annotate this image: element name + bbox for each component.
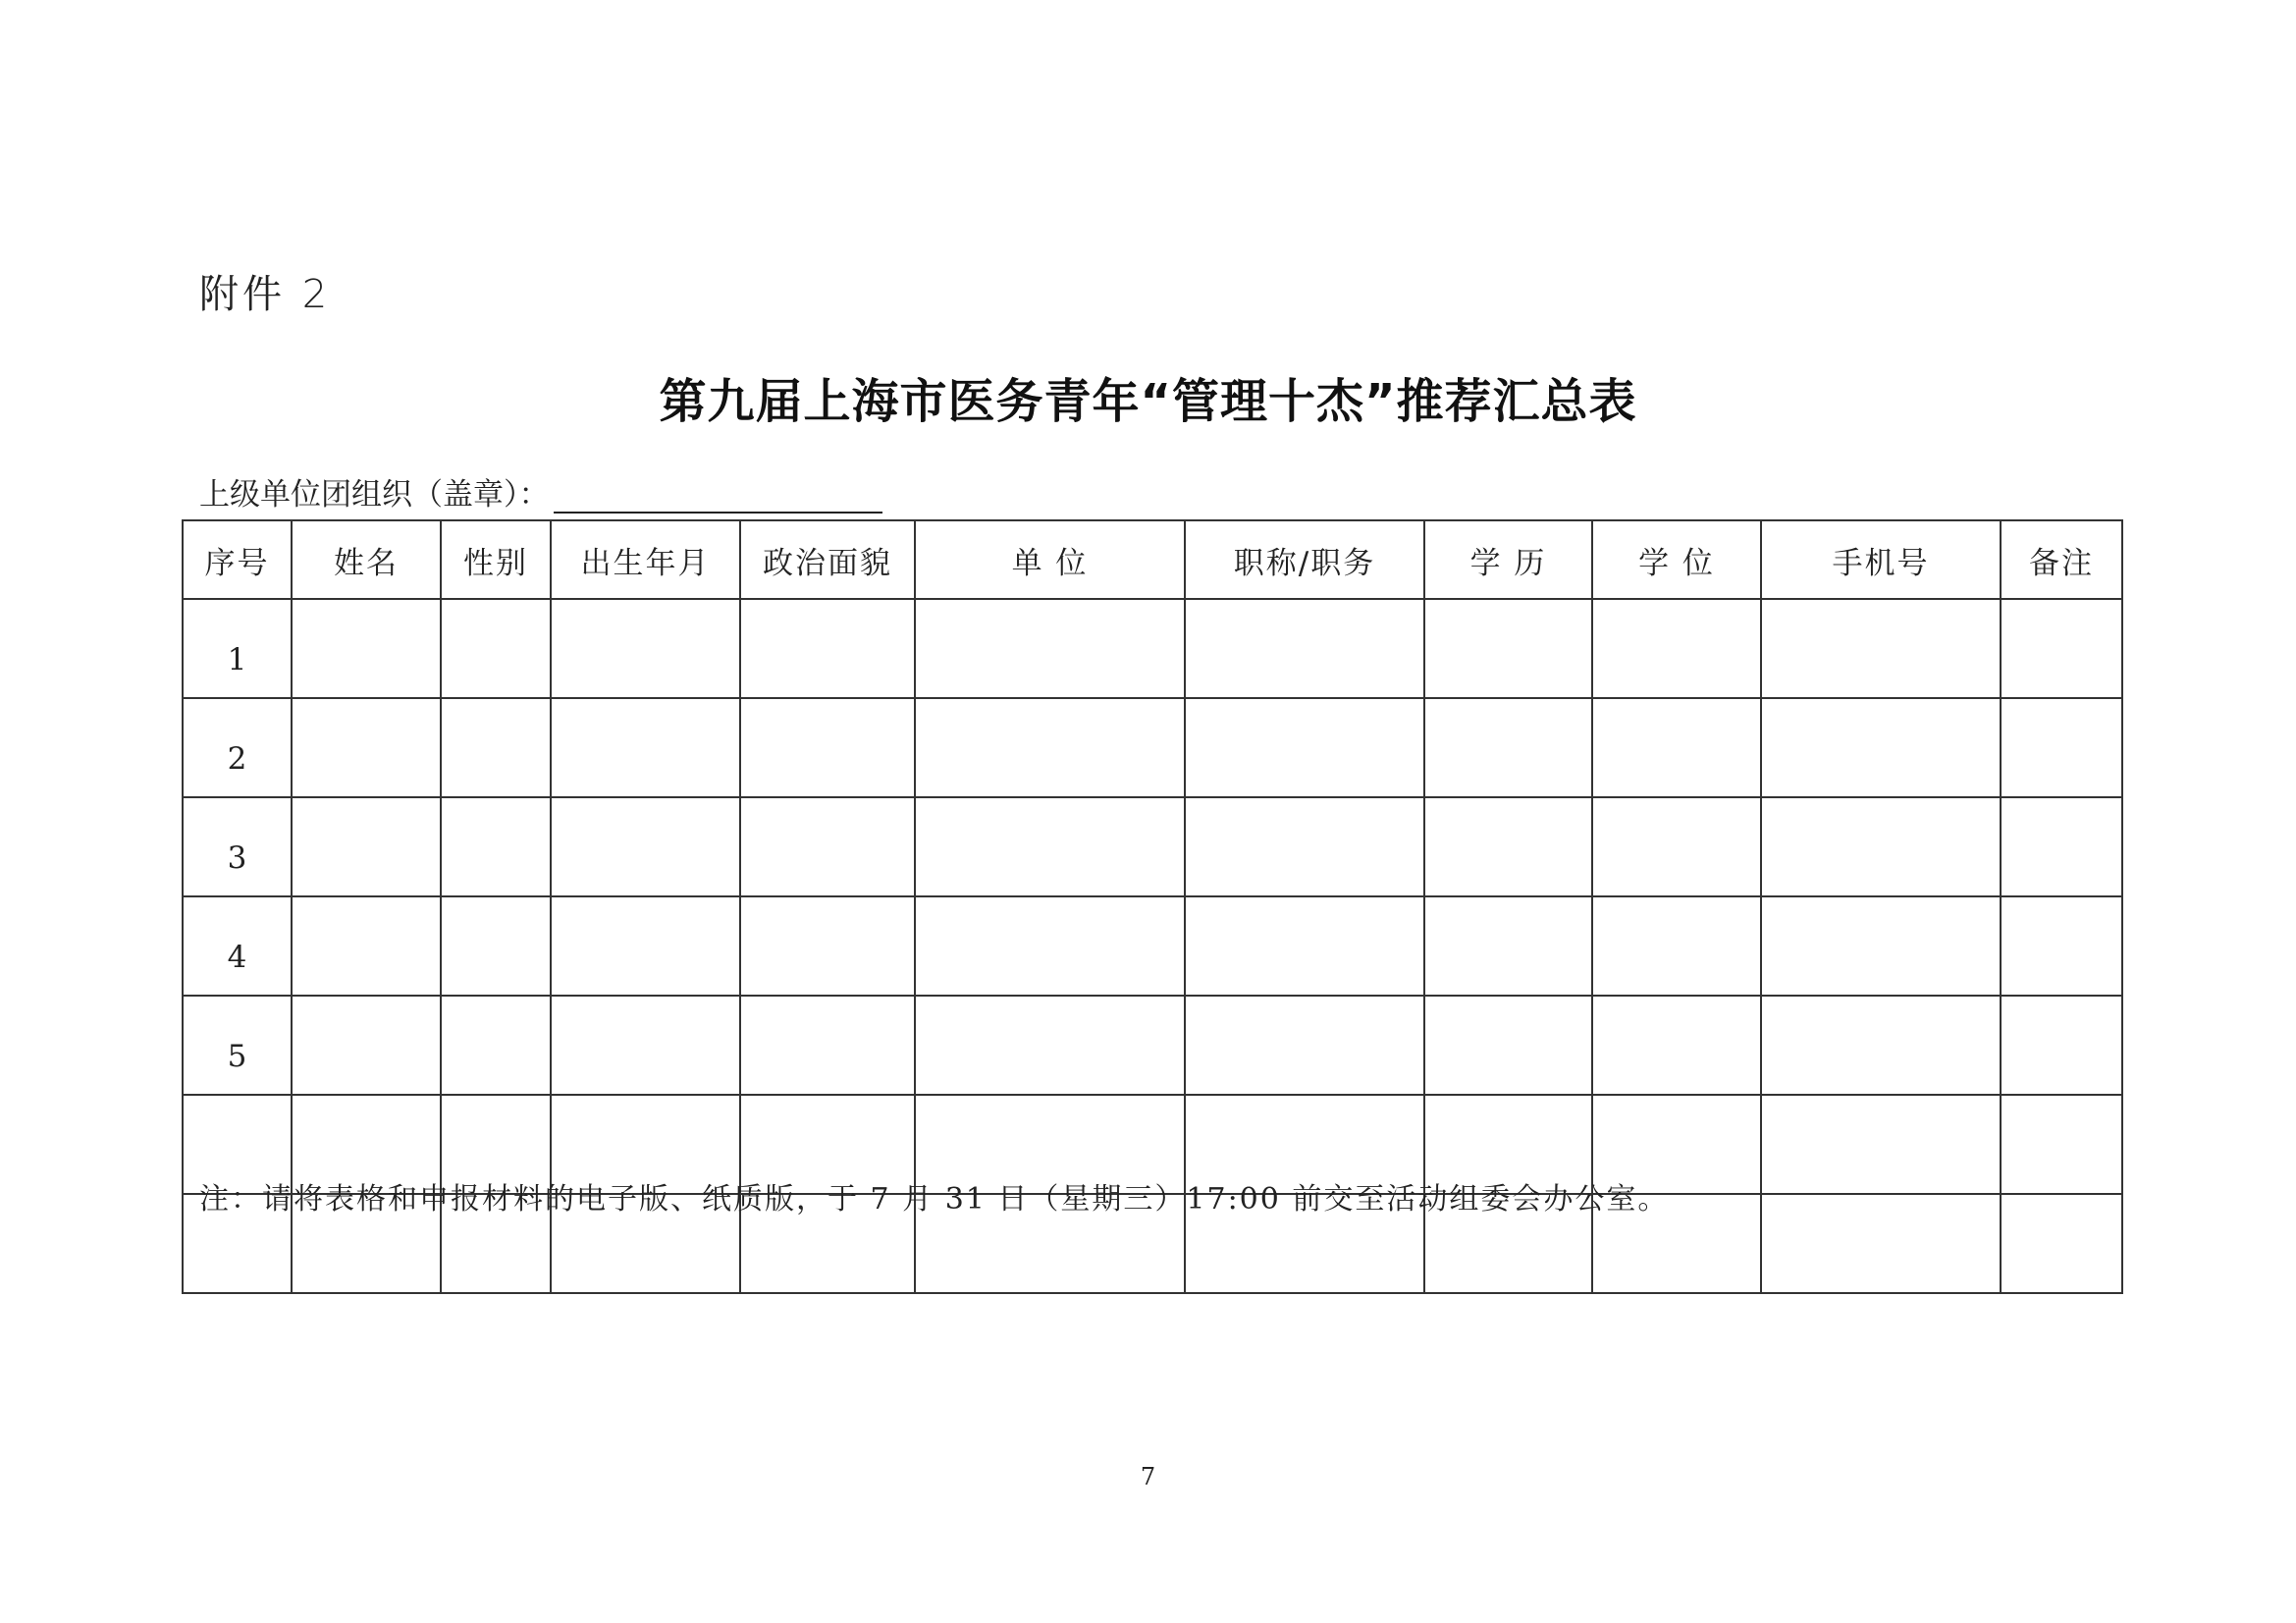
cell-birth-date[interactable]: [551, 896, 740, 996]
cell-education[interactable]: [1424, 996, 1592, 1095]
cell-mobile[interactable]: [1761, 896, 2001, 996]
cell-remarks[interactable]: [2001, 1095, 2122, 1194]
cell-name[interactable]: [292, 599, 441, 698]
table-row: [183, 797, 2122, 896]
cell-mobile[interactable]: [1761, 1095, 2001, 1194]
row-seq: 5: [183, 996, 292, 1095]
cell-unit[interactable]: [915, 698, 1185, 797]
cell-mobile[interactable]: [1761, 996, 2001, 1095]
cell-unit[interactable]: [915, 896, 1185, 996]
cell-remarks[interactable]: [2001, 797, 2122, 896]
header-title-position: 职称/职务: [1185, 520, 1424, 599]
header-unit: 单 位: [915, 520, 1185, 599]
cell-name[interactable]: [292, 698, 441, 797]
cell-remarks[interactable]: [2001, 599, 2122, 698]
cell-unit[interactable]: [915, 996, 1185, 1095]
org-seal-blank[interactable]: [554, 476, 882, 514]
header-name: 姓名: [292, 520, 441, 599]
cell-political-status[interactable]: [740, 896, 915, 996]
cell-mobile[interactable]: [1761, 1194, 2001, 1293]
cell-gender[interactable]: [441, 599, 551, 698]
header-seq: 序号: [183, 520, 292, 599]
cell-education[interactable]: [1424, 797, 1592, 896]
row-seq: 2: [183, 698, 292, 797]
cell-name[interactable]: [292, 996, 441, 1095]
table-row: [183, 896, 2122, 996]
cell-birth-date[interactable]: [551, 797, 740, 896]
cell-degree[interactable]: [1592, 996, 1761, 1095]
header-mobile: 手机号: [1761, 520, 2001, 599]
cell-birth-date[interactable]: [551, 996, 740, 1095]
header-degree: 学 位: [1592, 520, 1761, 599]
table-row: [183, 698, 2122, 797]
cell-title-position[interactable]: [1185, 996, 1424, 1095]
cell-birth-date[interactable]: [551, 599, 740, 698]
row-seq: 3: [183, 797, 292, 896]
cell-gender[interactable]: [441, 896, 551, 996]
row-seq: 1: [183, 599, 292, 698]
header-remarks: 备注: [2001, 520, 2122, 599]
cell-remarks[interactable]: [2001, 698, 2122, 797]
cell-remarks[interactable]: [2001, 896, 2122, 996]
header-political-status: 政治面貌: [740, 520, 915, 599]
header-education: 学 历: [1424, 520, 1592, 599]
cell-remarks[interactable]: [2001, 996, 2122, 1095]
cell-degree[interactable]: [1592, 599, 1761, 698]
cell-gender[interactable]: [441, 996, 551, 1095]
header-birth-date: 出生年月: [551, 520, 740, 599]
document-title: 第九届上海市医务青年“管理十杰”推荐汇总表: [659, 374, 1637, 429]
cell-political-status[interactable]: [740, 996, 915, 1095]
cell-birth-date[interactable]: [551, 698, 740, 797]
cell-gender[interactable]: [441, 698, 551, 797]
org-seal-label: 上级单位团组织（盖章）：: [199, 477, 550, 513]
cell-unit[interactable]: [915, 599, 1185, 698]
table-row: [183, 996, 2122, 1095]
cell-remarks[interactable]: [2001, 1194, 2122, 1293]
attachment-label: 附件 2: [199, 272, 332, 317]
cell-unit[interactable]: [915, 797, 1185, 896]
submission-note: 注：请将表格和申报材料的电子版、纸质版，于 7 月 31 日（星期三）17:00 前交至活动组委会办公室。: [199, 1182, 1670, 1217]
table-header-row: [183, 520, 2122, 599]
cell-name[interactable]: [292, 797, 441, 896]
cell-title-position[interactable]: [1185, 797, 1424, 896]
cell-degree[interactable]: [1592, 797, 1761, 896]
header-gender: 性别: [441, 520, 551, 599]
cell-education[interactable]: [1424, 896, 1592, 996]
cell-degree[interactable]: [1592, 896, 1761, 996]
cell-political-status[interactable]: [740, 599, 915, 698]
cell-education[interactable]: [1424, 698, 1592, 797]
cell-gender[interactable]: [441, 797, 551, 896]
cell-education[interactable]: [1424, 599, 1592, 698]
cell-political-status[interactable]: [740, 698, 915, 797]
cell-name[interactable]: [292, 896, 441, 996]
cell-political-status[interactable]: [740, 797, 915, 896]
page-number: 7: [1140, 1463, 1156, 1490]
cell-title-position[interactable]: [1185, 599, 1424, 698]
cell-title-position[interactable]: [1185, 896, 1424, 996]
cell-degree[interactable]: [1592, 698, 1761, 797]
cell-mobile[interactable]: [1761, 698, 2001, 797]
table-row: [183, 599, 2122, 698]
cell-mobile[interactable]: [1761, 599, 2001, 698]
cell-mobile[interactable]: [1761, 797, 2001, 896]
cell-title-position[interactable]: [1185, 698, 1424, 797]
org-seal-line: [199, 469, 882, 514]
row-seq: 4: [183, 896, 292, 996]
